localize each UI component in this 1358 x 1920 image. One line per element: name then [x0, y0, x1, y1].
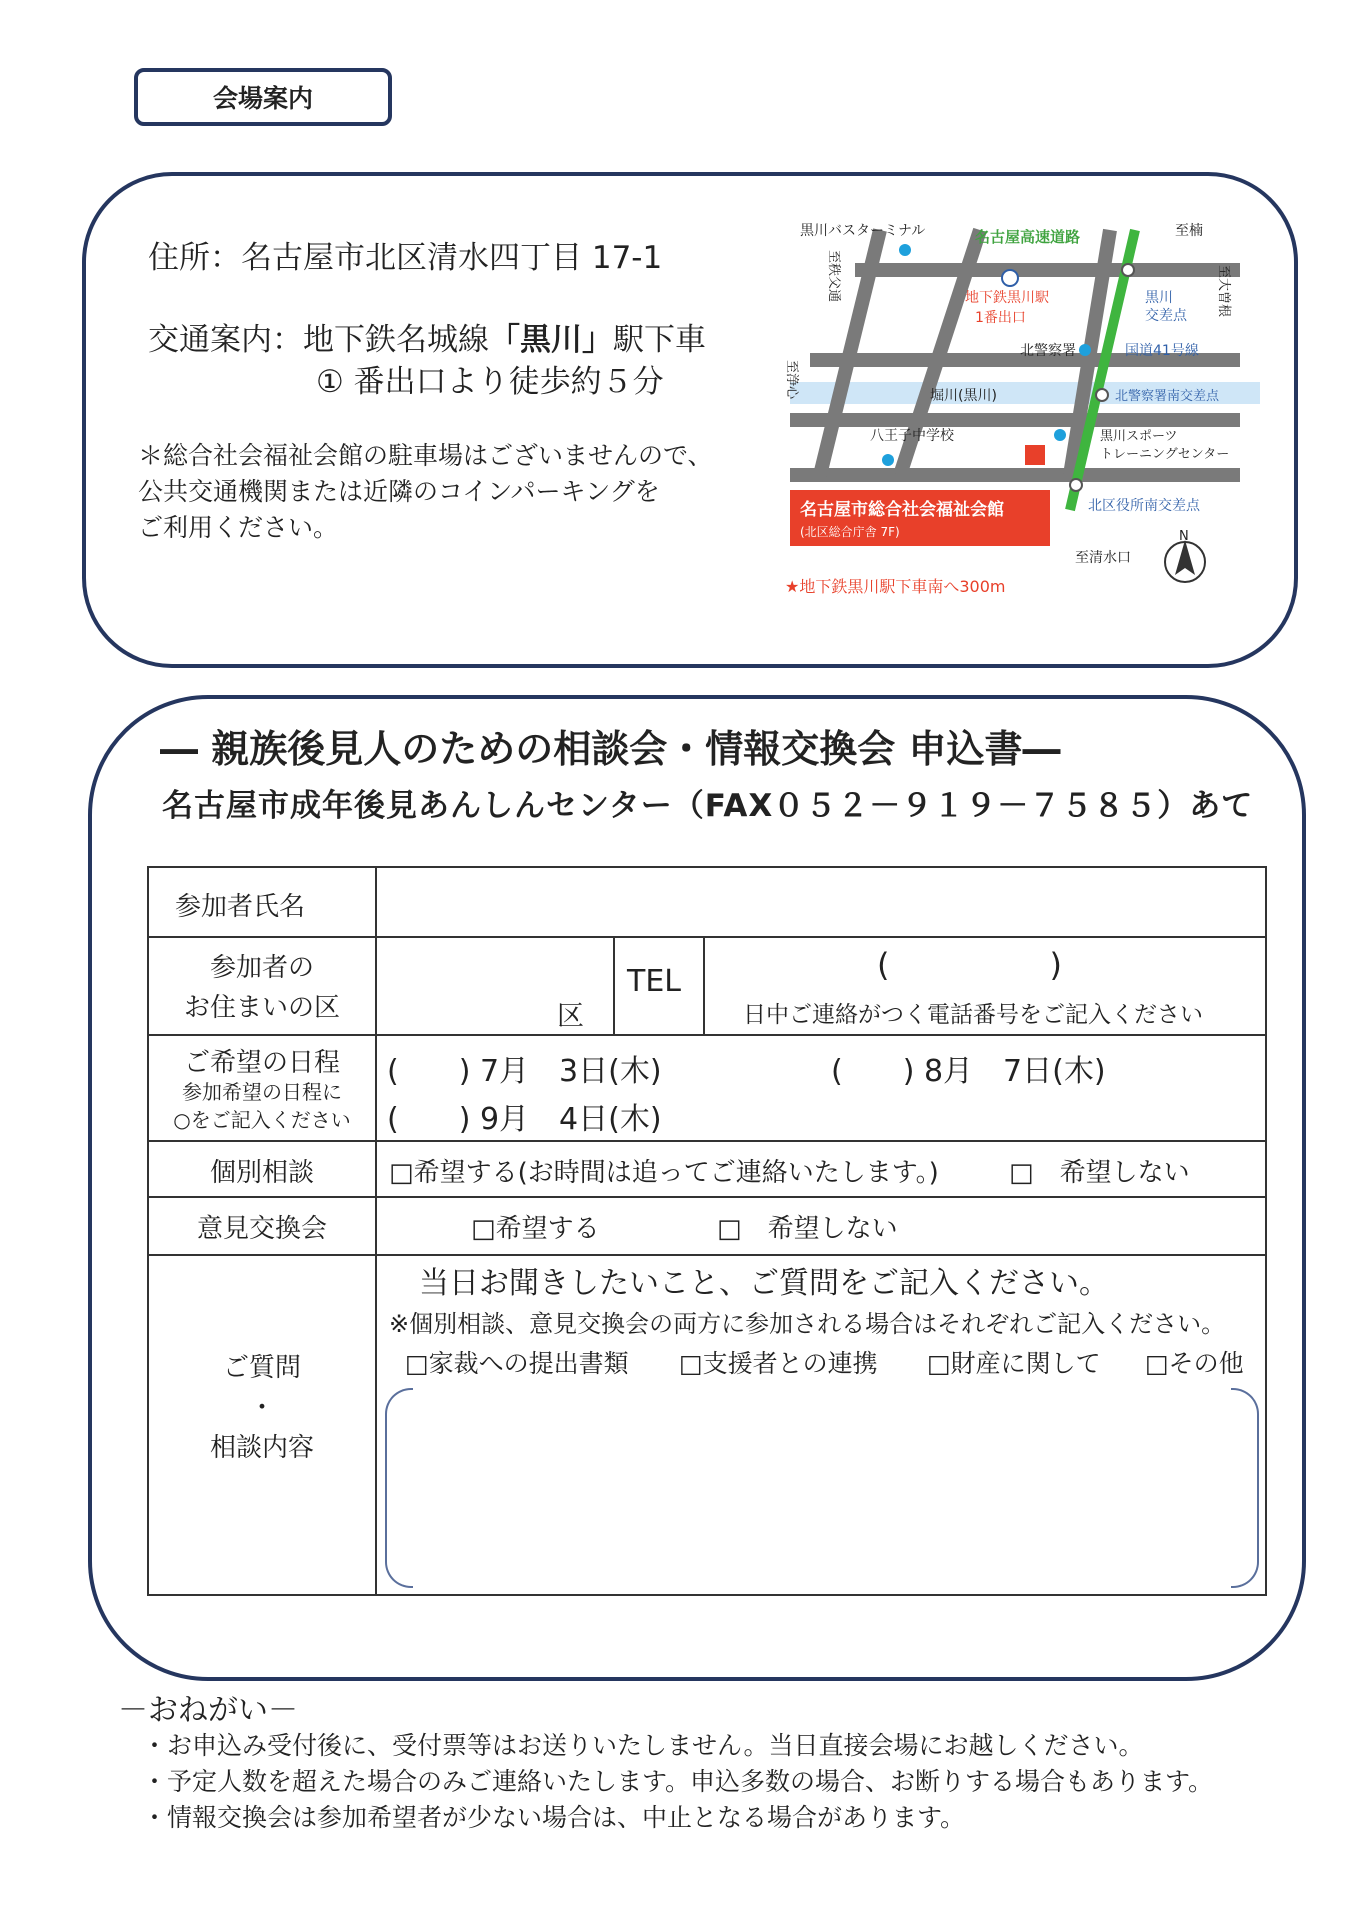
row-divider	[149, 1196, 1265, 1198]
sports-center-label-a: 黒川スポーツ	[1100, 429, 1178, 444]
date-option-1[interactable]: ( ) 7月 3日(木)	[387, 1054, 662, 1089]
to-ozone-label: 至大曽根	[1216, 265, 1231, 318]
exchange-no-checkbox[interactable]: □ 希望しない	[717, 1214, 898, 1244]
access-suffix: 駅下車	[613, 322, 706, 358]
tel-divider-right	[703, 936, 705, 1034]
question-bracket-left	[385, 1388, 413, 1588]
question-label-line-1: ご質問	[222, 1353, 301, 1383]
ward-office-label: 北区役所南交差点	[1088, 498, 1200, 514]
ward-label	[149, 948, 375, 1028]
schedule-hint	[149, 1078, 375, 1134]
address-text: 住所：名古屋市北区清水四丁目 17-1	[148, 240, 663, 276]
parking-note-line-1: ＊総合社会福祉会館の駐車場はございませんので、	[138, 441, 713, 470]
school-dot	[882, 454, 894, 466]
question-option-other[interactable]: □その他	[1145, 1349, 1244, 1378]
route41-label: 国道41号線	[1125, 343, 1199, 359]
expressway-label: 名古屋高速道路	[975, 228, 1081, 246]
question-note: ※個別相談、意見交換会の両方に参加される場合はそれぞれご記入ください。	[389, 1310, 1226, 1338]
exit1-label: 1番出口	[975, 310, 1026, 326]
police-dot	[1079, 344, 1091, 356]
sports-center-label-b: トレーニングセンター	[1100, 447, 1230, 462]
ward-suffix: 区	[557, 1001, 584, 1032]
kurokawa-intersection-label-b: 交差点	[1145, 308, 1187, 324]
notice-item: ・予定人数を超えた場合のみご連絡いたします。申込多数の場合、お断りする場合もあります。	[142, 1767, 1214, 1796]
venue-label: 名古屋市総合社会福祉会館	[800, 500, 1004, 520]
row-divider	[149, 1140, 1265, 1142]
question-lead: 当日お聞きしたいこと、ご質問をご記入ください。	[419, 1266, 1109, 1301]
north-label: N	[1179, 529, 1189, 544]
police-south-label: 北警察署南交差点	[1115, 389, 1220, 404]
station-name: 「黒川」	[489, 322, 613, 358]
form-title: ― 親族後見人のための相談会・情報交換会 申込書―	[160, 727, 1061, 771]
access-line-2: ① 番出口より徒歩約５分	[316, 364, 664, 400]
row-divider	[149, 936, 1265, 938]
form-subtitle: 名古屋市成年後見あんしんセンター（FAX０５２－９１９－７５８５）あて	[162, 788, 1254, 824]
subway-station-label: 地下鉄黒川駅	[965, 290, 1049, 306]
ward-label-line-2: お住まいの区	[183, 993, 340, 1023]
question-label-line-2: 相談内容	[209, 1433, 314, 1463]
question-label	[149, 1348, 375, 1468]
kurokawa-intersection-label-a: 黒川	[1145, 290, 1173, 306]
to-shimizu-label: 至清水口	[1075, 550, 1131, 566]
sports-dot	[1054, 429, 1066, 441]
notice-item: ・情報交換会は参加希望者が少ない場合は、中止となる場合があります。	[142, 1803, 966, 1832]
row-divider	[149, 1254, 1265, 1256]
question-option-supporters[interactable]: □支援者との連携	[679, 1349, 878, 1378]
ward-office-dot	[1070, 479, 1082, 491]
kurokawa-intersection-dot	[1122, 264, 1134, 276]
exchange-yes-checkbox[interactable]: □希望する	[471, 1214, 600, 1244]
hachioji-school-label: 八王子中学校	[870, 428, 954, 444]
schedule-hint-line-1: 参加希望の日程に	[182, 1080, 342, 1104]
date-option-2[interactable]: ( ) 8月 7日(木)	[831, 1054, 1106, 1089]
notice-title: －おねがい－	[118, 1693, 298, 1728]
venue-marker	[1025, 445, 1045, 465]
individual-no-checkbox[interactable]: □ 希望しない	[1009, 1158, 1190, 1188]
parking-note	[138, 438, 713, 546]
question-textarea[interactable]	[415, 1390, 1227, 1582]
access-prefix: 交通案内：地下鉄名城線	[148, 322, 489, 358]
venue-tab-label: 会場案内	[212, 84, 313, 113]
walk-note: ★地下鉄黒川駅下車南へ300m	[785, 577, 1006, 596]
question-option-assets[interactable]: □財産に関して	[927, 1349, 1101, 1378]
exchange-label: 意見交換会	[196, 1214, 327, 1244]
venue-tab	[134, 68, 392, 126]
venue-sublabel: (北区総合庁舎 7F)	[800, 525, 900, 539]
tel-label: TEL	[627, 964, 681, 999]
access-line-1	[148, 314, 706, 359]
river-label: 堀川(黒川)	[930, 388, 997, 404]
police-south-dot	[1096, 389, 1108, 401]
question-bracket-right	[1231, 1388, 1259, 1588]
to-chichibu-label: 至秩父通	[826, 250, 841, 303]
subway-icon	[1002, 270, 1018, 286]
question-label-dot: ・	[248, 1393, 275, 1423]
date-option-3[interactable]: ( ) 9月 4日(木)	[387, 1102, 662, 1137]
to-kachi-label: 至楠	[1175, 223, 1203, 239]
bus-terminal-label: 黒川バスターミナル	[800, 223, 926, 239]
notice-item: ・お申込み受付後に、受付票等はお送りいたしません。当日直接会場にお越しください。	[142, 1731, 1144, 1760]
individual-label: 個別相談	[209, 1158, 314, 1188]
access-map	[770, 210, 1260, 610]
tel-divider-left	[613, 936, 615, 1034]
schedule-hint-line-2: ○をご記入ください	[173, 1108, 351, 1132]
to-joshin-label: 至浄心	[784, 360, 799, 400]
north-arrow-icon	[1175, 540, 1195, 575]
parking-note-line-2: 公共交通機関または近隣のコインパーキングを	[138, 477, 660, 506]
individual-yes-checkbox[interactable]: □希望する(お時間は追ってご連絡いたします。)	[389, 1158, 939, 1188]
schedule-label: ご希望の日程	[183, 1048, 340, 1078]
police-label: 北警察署	[1020, 343, 1076, 359]
application-table	[147, 866, 1267, 1596]
bus-terminal-dot	[899, 244, 911, 256]
row-divider	[149, 1034, 1265, 1036]
tel-paren[interactable]: ( )	[877, 946, 1062, 984]
ward-label-line-1: 参加者の	[209, 953, 314, 983]
parking-note-line-3: ご利用ください。	[138, 513, 339, 542]
name-label: 参加者氏名	[175, 892, 306, 922]
tel-hint: 日中ご連絡がつく電話番号をご記入ください	[743, 1002, 1203, 1028]
name-field[interactable]	[377, 870, 1267, 934]
question-option-documents[interactable]: □家裁への提出書類	[405, 1349, 629, 1378]
